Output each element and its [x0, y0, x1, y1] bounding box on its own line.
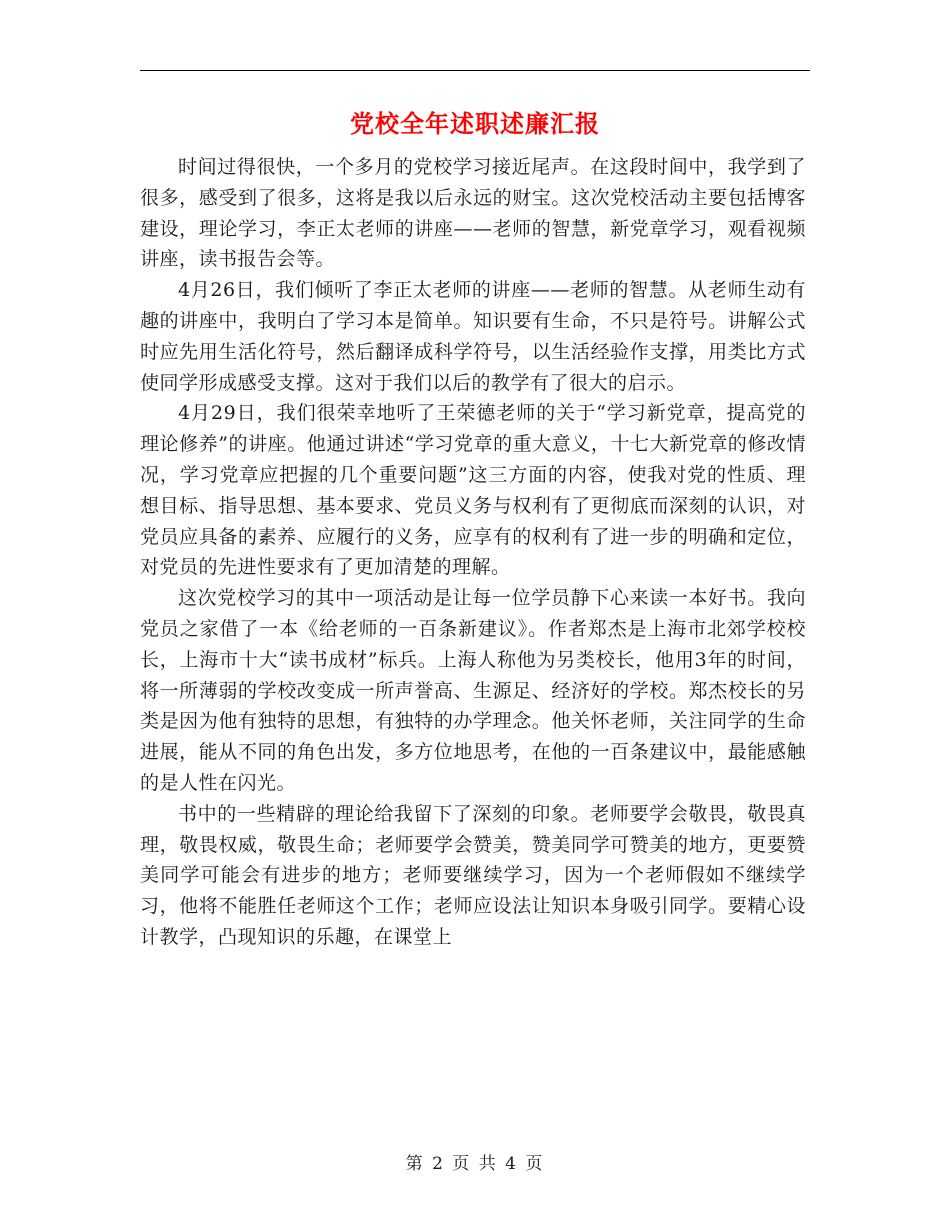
paragraph: 书中的一些精辟的理论给我留下了深刻的印象。老师要学会敬畏，敬畏真理，敬畏权威，敬畏生命；老师要学会赞美，赞美同学可赞美的地方，更要赞美同学可能会有进步的地方；老师要继续学习，因为一个老师假如不继续学习，他将不能胜任老师这个工作；老师应设法让知识本身吸引同学。要精心设计教学，凸现知识的乐趣，在课堂上 [140, 802, 806, 948]
page-number-footer: 第 2 页 共 4 页 [405, 1154, 545, 1174]
paragraph: 4月29日，我们很荣幸地听了王荣德老师的关于“学习新党章，提高党的理论修养”的讲座。他通过讲述“学习党章的重大意义，十七大新党章的修改情况，学习党章应把握的几个重要问题”这三方面的内容，使我对党的性质、理想目标、指导思想、基本要求、党员义务与权利有了更彻底而深刻的认识，对党员应具备的素养、应履行的义务，应享有的权利有了进一步的明确和定位，对党员的先进性要求有了更加清楚的理解。 [140, 402, 806, 579]
paragraph: 4月26日，我们倾听了李正太老师的讲座——老师的智慧。从老师生动有趣的讲座中，我明白了学习本是简单。知识要有生命，不只是符号。讲解公式时应先用生活化符号，然后翻译成科学符号，以生活经验作支撑，用类比方式使同学形成感受支撑。这对于我们以后的教学有了很大的启示。 [140, 279, 806, 394]
paragraph: 这次党校学习的其中一项活动是让每一位学员静下心来读一本好书。我向党员之家借了一本《给老师的一百条新建议》。作者郑杰是上海市北郊学校校长，上海市十大“读书成材”标兵。上海人称他为另类校长，他用3年的时间，将一所薄弱的学校改变成一所声誉高、生源足、经济好的学校。郑杰校长的另类是因为他有独特的思想，有独特的办学理念。他关怀老师，关注同学的生命进展，能从不同的角色出发，多方位地思考，在他的一百条建议中，最能感触的是人性在闪光。 [140, 587, 806, 794]
document-title: 党校全年述职述廉汇报 [350, 109, 600, 138]
paragraph: 时间过得很快，一个多月的党校学习接近尾声。在这段时间中，我学到了很多，感受到了很多，这将是我以后永远的财宝。这次党校活动主要包括博客建设，理论学习，李正太老师的讲座——老师的智慧，新党章学习，观看视频讲座，读书报告会等。 [140, 156, 806, 271]
header-rule [140, 70, 810, 71]
document-body [140, 152, 806, 953]
